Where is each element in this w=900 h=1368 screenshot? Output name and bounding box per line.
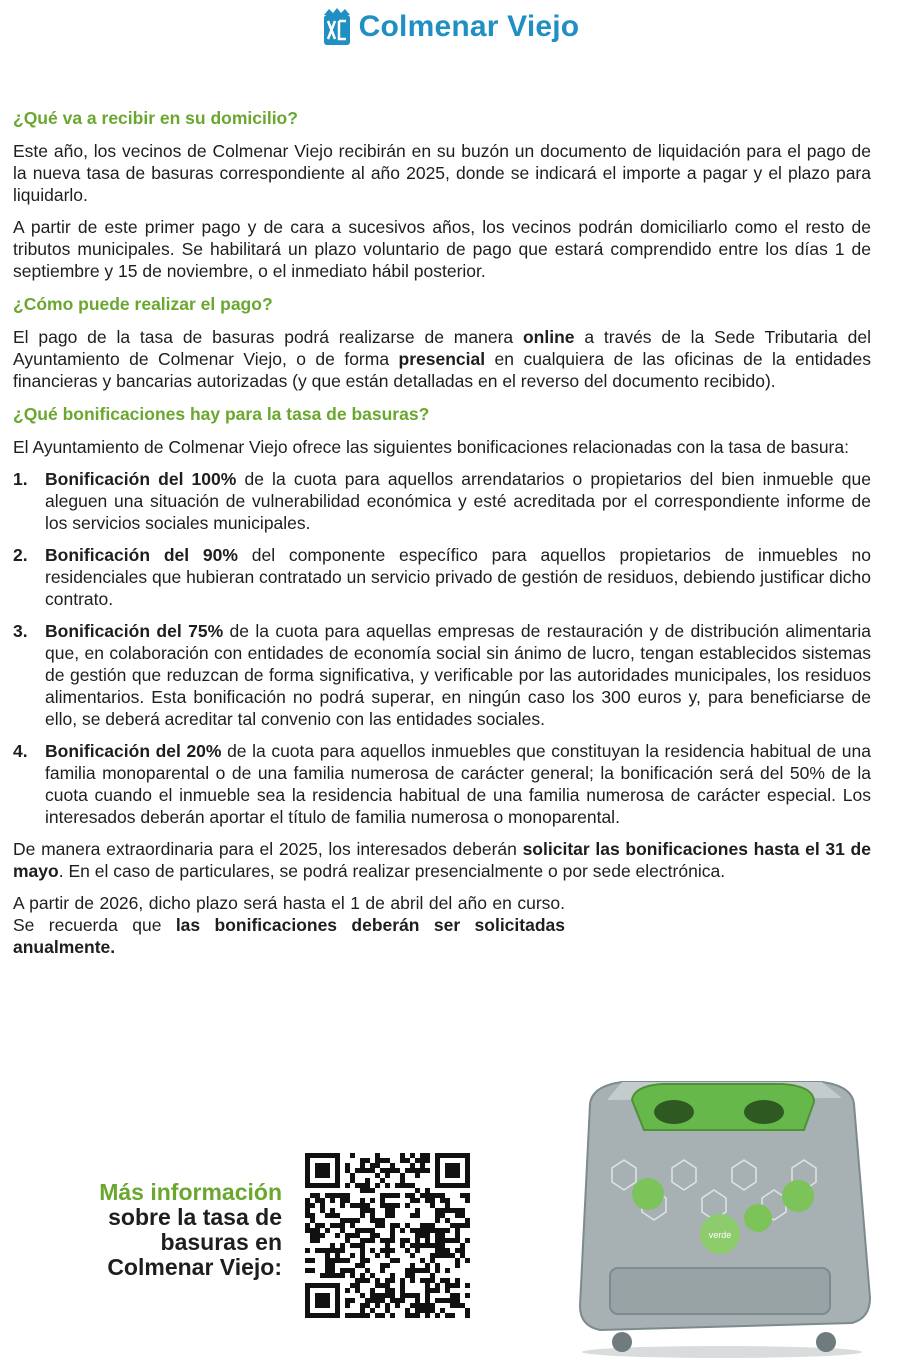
header xyxy=(0,4,900,50)
list-item: 1. Bonificación del 100% de la cuota para aquellos arrendatarios o propietarios del bien inmueble que aleguen una situación de vulnerabilidad económica y esté acreditada por el correspondiente informe de los servicios sociales municipales. xyxy=(13,469,871,533)
paragraph-discounts-intro: El Ayuntamiento de Colmenar Viejo ofrece las siguientes bonificaciones relacionadas con la tasa de basura: xyxy=(13,437,849,457)
discount-list xyxy=(13,468,871,828)
logo-text: Colmenar Viejo xyxy=(358,10,580,43)
heading-what-receive: ¿Qué va a recibir en su domicilio? xyxy=(13,108,298,128)
list-item: 4. Bonificación del 20% de la cuota para aquellos inmuebles que constituyan la residencia habitual de una familia monoparental o de una familia numerosa de carácter general; la bonificación será del 50% de la cuota cuando el inmueble sea la residencia habitual de una familia numerosa de carácter especial. Los interesados deberán aportar el título de familia numerosa o monoparental. xyxy=(13,741,871,827)
heading-discounts: ¿Qué bonificaciones hay para la tasa de basuras? xyxy=(13,404,430,424)
heading-how-pay: ¿Cómo puede realizar el pago? xyxy=(13,294,273,314)
paragraph-deadline-2025: De manera extraordinaria para el 2025, los interesados deberán solicitar las bonificaciones hasta el 31 de mayo. En el caso de particulares, se podrá realizar presencialmente o por sede electrónica. xyxy=(13,839,871,881)
qr-code[interactable] xyxy=(305,1153,470,1318)
list-item: 3. Bonificación del 75% de la cuota para aquellas empresas de restauración y de distribución alimentaria que, en colaboración con entidades de economía social sin ánimo de lucro, tengan establecidos sistemas de gestión que reduzcan de forma significativa, y verificable por las autoridades municipales, los residuos alimentarios. Esta bonificación no podrá superar, en ningún caso los 300 euros y, para beneficiarse de ello, se deberá acreditar tal convenio con las entidades sociales. xyxy=(13,621,871,729)
document-body xyxy=(13,106,871,968)
paragraph-receive-2: A partir de este primer pago y de cara a sucesivos años, los vecinos podrán domiciliarlo como el resto de tributos municipales. Se habilitará un plazo voluntario de pago que estará comprendido entre los días 1 de septiembre y 15 de noviembre, o el inmediato hábil posterior. xyxy=(13,217,871,281)
list-item: 2. Bonificación del 90% del componente específico para aquellos propietarios de inmuebles no residenciales que hubieran contratado un servicio privado de gestión de residuos, debiendo justificar dicho contrato. xyxy=(13,545,872,609)
logo xyxy=(321,7,580,47)
coat-of-arms-icon xyxy=(321,7,353,47)
paragraph-payment: El pago de la tasa de basuras podrá realizarse de manera online a través de la Sede Tributaria del Ayuntamiento de Colmenar Viejo, o de forma presencial en cualquiera de las oficinas de la entidades financieras y bancarias autorizadas (y que están detalladas en el reverso del documento recibido). xyxy=(13,327,872,391)
green-waste-bin-illustration xyxy=(552,1068,887,1360)
paragraph-receive-1: Este año, los vecinos de Colmenar Viejo recibirán en su buzón un documento de liquidación para el pago de la nueva tasa de basuras correspondiente al año 2025, donde se indicará el importe a pagar y el plazo para liquidarlo. xyxy=(13,141,871,205)
more-info-label: Más información sobre la tasa de basuras en Colmenar Viejo: xyxy=(99,1179,282,1280)
bin-label: verde xyxy=(708,1230,732,1240)
paragraph-deadline-2026: A partir de 2026, dicho plazo será hasta el 1 de abril del año en curso. Se recuerda que las bonificaciones deberán ser solicitadas anualmente. xyxy=(13,893,565,957)
